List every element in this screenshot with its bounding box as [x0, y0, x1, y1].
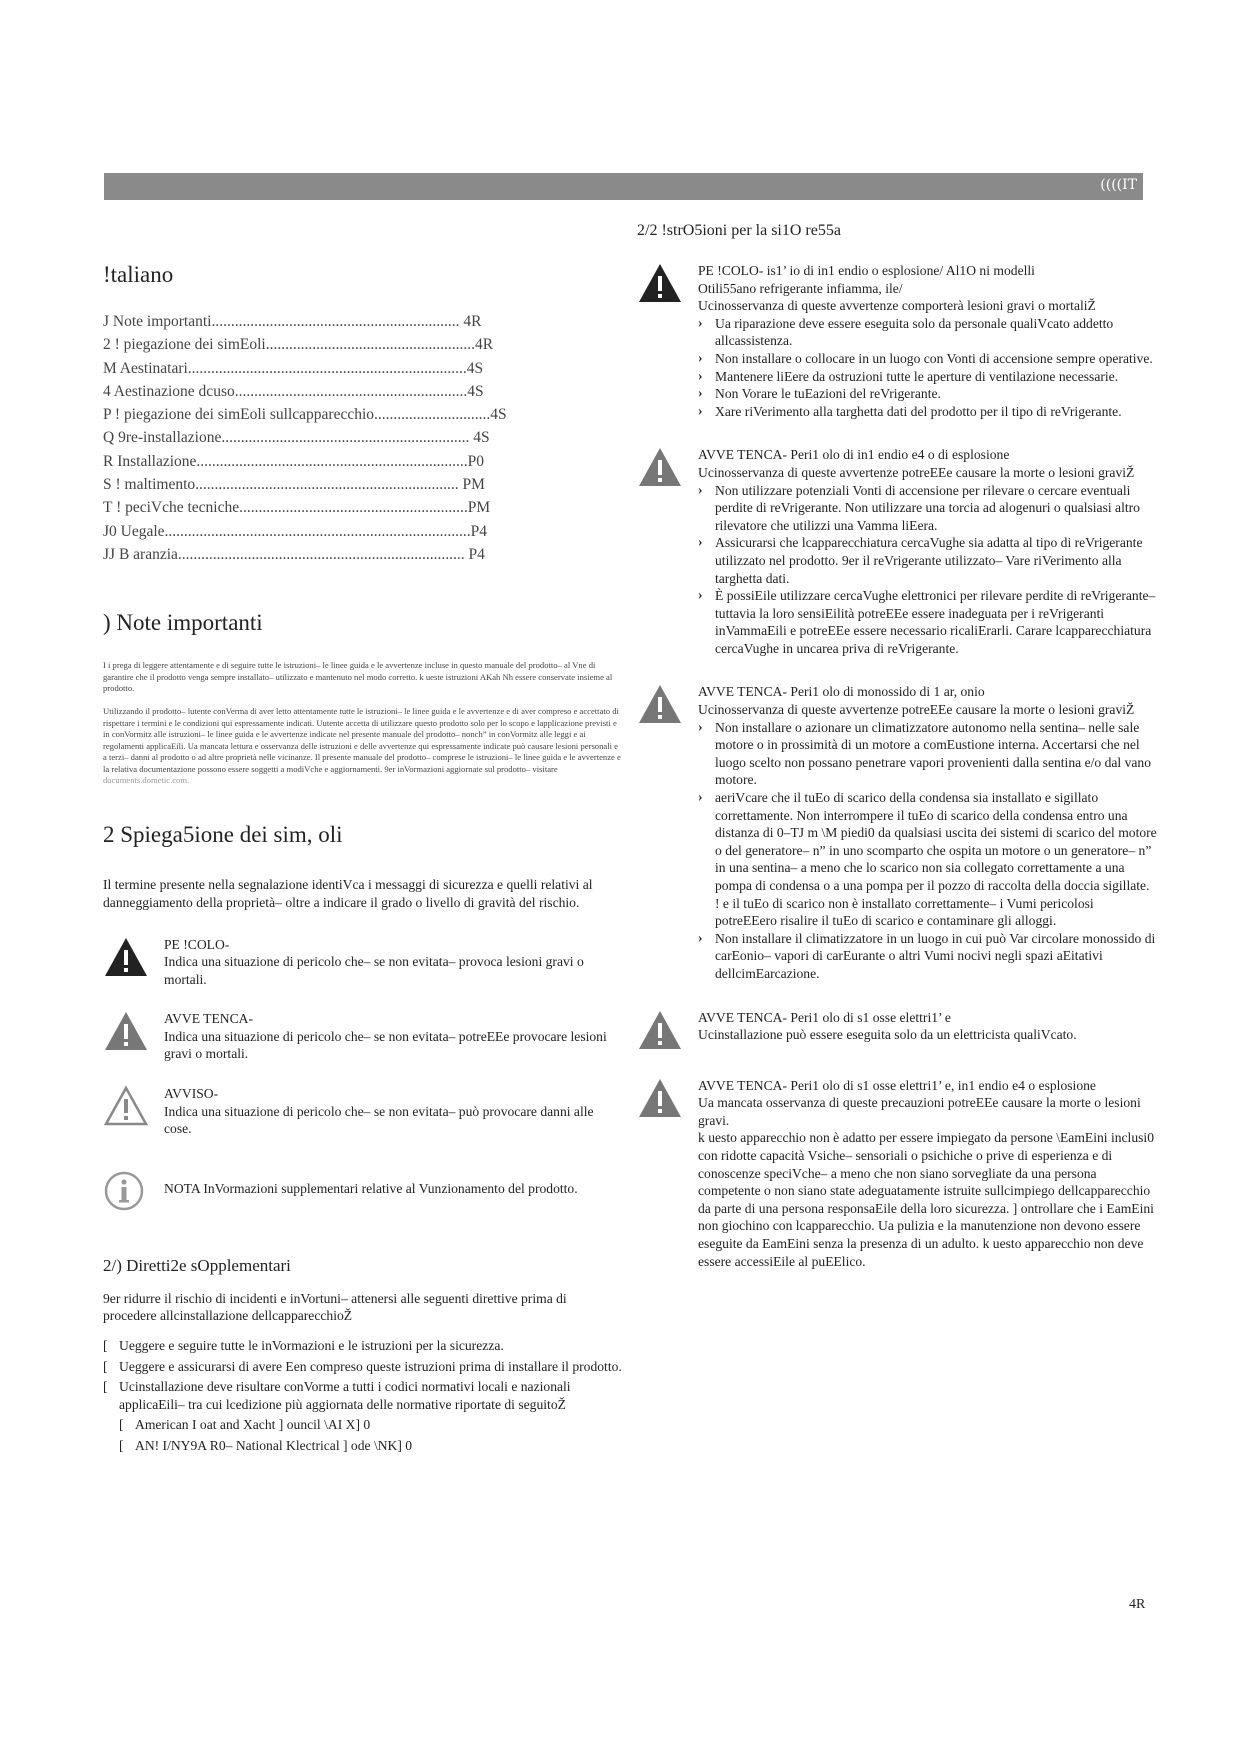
safety-block-electric-fire — [637, 1077, 1157, 1271]
list-item: [ Ucinstallazione deve risultare conVorme a tutti i codici normativi locali e nazionali applicaEili– tra cui lcedizione più aggiornata delle normative riportate di seguitoŽ [ American I oat and Xacht ] ouncil \AI X] 0 [ AN! I/NY9A R0– National Klectrical ] ode \NK] 0 — [103, 1378, 623, 1454]
symbol-danger — [103, 936, 623, 989]
warning-icon — [103, 1010, 149, 1052]
toc-item[interactable]: Q 9re-installazione................................................................ 4S — [103, 429, 490, 447]
list-item: › Non Vorare le tuEazioni del reVrigerante. — [698, 385, 1157, 403]
danger-warning-icon — [637, 262, 683, 304]
list-item: [ Ueggere e assicurarsi di avere Een compreso queste istruzioni prima di installare il prodotto. — [103, 1358, 623, 1376]
warning-icon — [637, 446, 683, 488]
list-item: [ Ueggere e seguire tutte le inVormazioni e le istruzioni per la sicurezza. — [103, 1337, 623, 1355]
block-title: AVVE TENCA- Peri1 olo di s1 osse elettri1’ e — [698, 1009, 951, 1025]
toc-item[interactable]: 4 Aestinazione dcuso............................................................4S — [103, 382, 484, 400]
toc-item[interactable]: T ! peciVche tecniche...........................................................PM — [103, 499, 491, 517]
block-title: AVVE TENCA- Peri1 olo di in1 endio e4 o di esplosione — [698, 447, 1010, 463]
list-item: › Non installare o collocare in un luogo con Vonti di accensione sempre operative. — [698, 350, 1157, 368]
block-title: Otili55ano refrigerante infiamma, ile/ — [698, 280, 903, 296]
note-text: NOTA InVormazioni supplementari relative al Vunzionamento del prodotto. — [164, 1180, 578, 1196]
symbol-warning — [103, 1010, 623, 1063]
symbol-text: Indica una situazione di pericolo che– se non evitata– può provocare danni alle cose. — [164, 1103, 594, 1137]
table-of-contents — [103, 310, 623, 566]
safety-heading: 2/2 !strO5ioni per la si1O re55a — [637, 222, 841, 239]
note-paragraph-1: I i prega di leggere attentamente e di seguire tutte le istruzioni– le linee guida e le avvertenze incluse in questo manuale del prodotto– al Vne di garantire che il prodotto venga sempre installato– utilizzato e mantenuto nel modo corretto. k ueste istruzioni AKah Nh essere conservate insieme al prodotto. — [103, 660, 613, 694]
danger-warning-icon — [103, 936, 149, 978]
warning-icon — [637, 1009, 683, 1051]
list-item: › Non utilizzare potenziali Vonti di accensione per rilevare o cercare eventuali perdite di reVrigerante. Non utilizzare una torcia ad alogenuri o qualsiasi altro rilevatore che utilizzi una Vamma liEera. — [698, 482, 1157, 535]
block-title: AVVE TENCA- Peri1 olo di monossido di 1 ar, onio — [698, 684, 985, 700]
safety-block-electric — [637, 1009, 1157, 1053]
toc-item[interactable]: M Aestinatari........................................................................4S — [103, 359, 484, 377]
section-heading-note: ) Note importanti — [103, 610, 263, 636]
notice-warning-icon — [103, 1085, 149, 1127]
language-title: !taliano — [103, 262, 174, 287]
list-item: › È possiEile utilizzare cercaVughe elettronici per rilevare perdite di reVrigerante– tuttavia la loro sensiEilità potreEEe essere inadeguata per i reVrigeranti inVammaEili e potreEEe essere necessario ricaliErarli. Carare lcapparecchiatura cercaVughe in uncarea priva di reVrigerante. — [698, 587, 1157, 657]
safety-block-fire — [637, 446, 1157, 657]
symbols-intro: Il termine presente nella segnalazione identiVca i messaggi di sicurezza e quelli relativi al danneggiamento della proprietà– oltre a indicare il grado o livello di gravità del rischio. — [103, 877, 593, 910]
list-item: › Assicurarsi che lcapparecchiatura cercaVughe sia adatta al tipo di reVrigerante utilizzato nel prodotto. 9er il reVrigerante utilizzato– Vare riVerimento alla targhetta dati. — [698, 534, 1157, 587]
list-item: › aeriVcare che il tuEo di scarico della condensa sia installato e sigillato correttamente. Non interrompere il tuEo di scarico della condensa entro una distanza di 0–TJ m \M piedi0 da qualsiasi uscita dei sistemi di scarico del motore o del generatore– n” in uno scomparto che ospita un motore o un generatore– n” in una sentina– a meno che lo scarico non sia collegato correttamente a una pompa di condensa o a una pompa per il pozzo di raccolta della doccia sigillate. ! e il tuEo di scarico non è installato correttamente– i Vumi pericolosi potreEEero risalire il tuEo di scarico e contaminare gli alloggi. — [698, 789, 1157, 930]
toc-item[interactable]: JJ B aranzia.......................................................................... P4 — [103, 545, 485, 563]
list-item: › Xare riVerimento alla targhetta dati del prodotto per il tipo di reVrigerante. — [698, 403, 1157, 421]
left-column — [103, 262, 623, 1458]
warning-icon — [637, 1077, 683, 1119]
section-heading-symbols: 2 Spiega5ione dei sim, oli — [103, 822, 343, 848]
toc-item[interactable]: J0 Uegale...............................................................................P4 — [103, 522, 488, 540]
symbol-notice — [103, 1085, 623, 1138]
toc-item[interactable]: S ! maltimento.................................................................... PM — [103, 476, 485, 494]
documents-link[interactable]: documents.dometic.com. — [103, 774, 190, 785]
list-item: [ American I oat and Xacht ] ouncil \AI X] 0 — [119, 1416, 623, 1434]
symbol-label: PE !COLO- — [164, 936, 230, 952]
symbol-text: Indica una situazione di pericolo che– se non evitata– provoca lesioni gravi o mortali. — [164, 954, 584, 987]
page-number: 4R — [1129, 1597, 1146, 1612]
right-column — [637, 222, 1157, 1270]
block-list — [698, 719, 1157, 983]
block-intro: Ua mancata osservanza di queste precauzioni potreEEe causare la morte o lesioni gravi. — [698, 1095, 1141, 1128]
block-intro: Ucinosservanza di queste avvertenze comporterà lesioni gravi o mortaliŽ — [698, 298, 1096, 314]
symbol-label: AVVE TENCA- — [164, 1011, 253, 1027]
block-intro: Ucinosservanza di queste avvertenze potreEEe causare la morte o lesioni graviŽ — [698, 702, 1135, 718]
note-paragraph-2: Utilizzando il prodotto– lutente conVerma di aver letto attentamente tutte le istruzioni– le linee guida e le avvertenze e di aver compreso e accettato di rispettare i termini e le condizioni qui espressamente indicati. Uutente accetta di utilizzare questo prodotto solo per lo scopo e lapplicazione previsti e in conVormitz alle istruzioni– le linee guida e le avvertenze indicate nel presente manuale del prodotto– nonch” in conVormitz alle leggi e ai regolamenti applicaEili. Ua mancata lettura e osservanza delle istruzioni e delle avvertenze qui espressamente indicate può causare lesioni personali e a terzi– danni al prodotto o ad altre proprietà nelle vicinanze. Il presente manuale del prodotto– comprese le istruzioni– le linee guida e le avvertenze e la relativa documentazione possono essere soggetti a modiVche e aggiornamenti. 9er inVormazioni aggiornate sul prodotto– visitare documents.dometic.com. — [103, 706, 621, 785]
directives-list — [103, 1337, 623, 1455]
section-heading-directives: 2/) Diretti2e sOpplementari — [103, 1255, 291, 1275]
list-item: › Mantenere liEere da ostruzioni tutte le aperture di ventilazione necessarie. — [698, 368, 1157, 386]
toc-item[interactable]: J Note importanti................................................................ 4R — [103, 313, 482, 330]
block-text: k uesto apparecchio non è adatto per essere impiegato da persone \EamEini inclusi0 con ridotte capacità Vsiche– sensoriali o psichiche o prive di esperienza e di conoscenze speciVche– a meno che non siano sorvegliate da una persona competente o non siano state adeguatamente istruite sullcimpiego dellcapparecchio da parte di una persona responsaEile della loro sicurezza. ] ontrollare che i EamEini non giochino con lcapparecchio. Ua pulizia e la manutenzione non devono essere eseguite da EamEini senza la presenza di un adulto. k uesto apparecchio non deve essere accessiEile al puEElico. — [698, 1130, 1154, 1269]
warning-icon — [637, 683, 683, 725]
header-bar — [104, 173, 1143, 200]
language-tag: ((((IT — [1100, 177, 1137, 193]
symbol-note — [103, 1170, 623, 1214]
list-item: › Ua riparazione deve essere eseguita solo da personale qualiVcato addetto allcassistenza. — [698, 315, 1157, 350]
block-title: PE !COLO- is1’ io di in1 endio o esplosione/ Al1O ni modelli — [698, 263, 1035, 278]
block-list — [698, 315, 1157, 421]
toc-item[interactable]: 2 ! piegazione dei simEoli......................................................4R — [103, 336, 494, 354]
block-list — [698, 482, 1157, 658]
list-item: › Non installare il climatizzatore in un luogo in cui può Var circolare monossido di carEonio– vapori di carEurante o altri Vumi nocivi negli spazi aEitativi dellcimEarcazione. — [698, 930, 1157, 983]
symbol-text: Indica una situazione di pericolo che– se non evitata– potreEEe provocare lesioni gravi o mortali. — [164, 1028, 607, 1062]
block-intro: Ucinosservanza di queste avvertenze potreEEe causare la morte o lesioni graviŽ — [698, 464, 1135, 480]
list-item: › Non installare o azionare un climatizzatore autonomo nella sentina– nelle sale motore o in prossimità di un motore a comEustione interna. Accertarsi che nel luogo scelto non possano penetrare vapori provenienti dalla sentina e/o dal vano motore. — [698, 719, 1157, 789]
toc-item[interactable]: P ! piegazione dei simEoli sullcapparecchio..............................4S — [103, 406, 507, 424]
toc-item[interactable]: R Installazione......................................................................P0 — [103, 452, 485, 470]
block-title: AVVE TENCA- Peri1 olo di s1 osse elettri1’ e, in1 endio e4 o esplosione — [698, 1077, 1096, 1093]
safety-block-co — [637, 683, 1157, 982]
block-intro: Ucinstallazione può essere eseguita solo da un elettricista qualiVcato. — [698, 1027, 1077, 1043]
info-icon — [103, 1170, 145, 1212]
safety-block-danger — [637, 262, 1157, 420]
directives-intro: 9er ridurre il rischio di incidenti e inVortuni– attenersi alle seguenti direttive prima di procedere allcinstallazione dellcapparecchioŽ — [103, 1290, 567, 1324]
list-item: [ AN! I/NY9A R0– National Klectrical ] ode \NK] 0 — [119, 1437, 623, 1455]
symbol-label: AVVISO- — [164, 1086, 219, 1102]
